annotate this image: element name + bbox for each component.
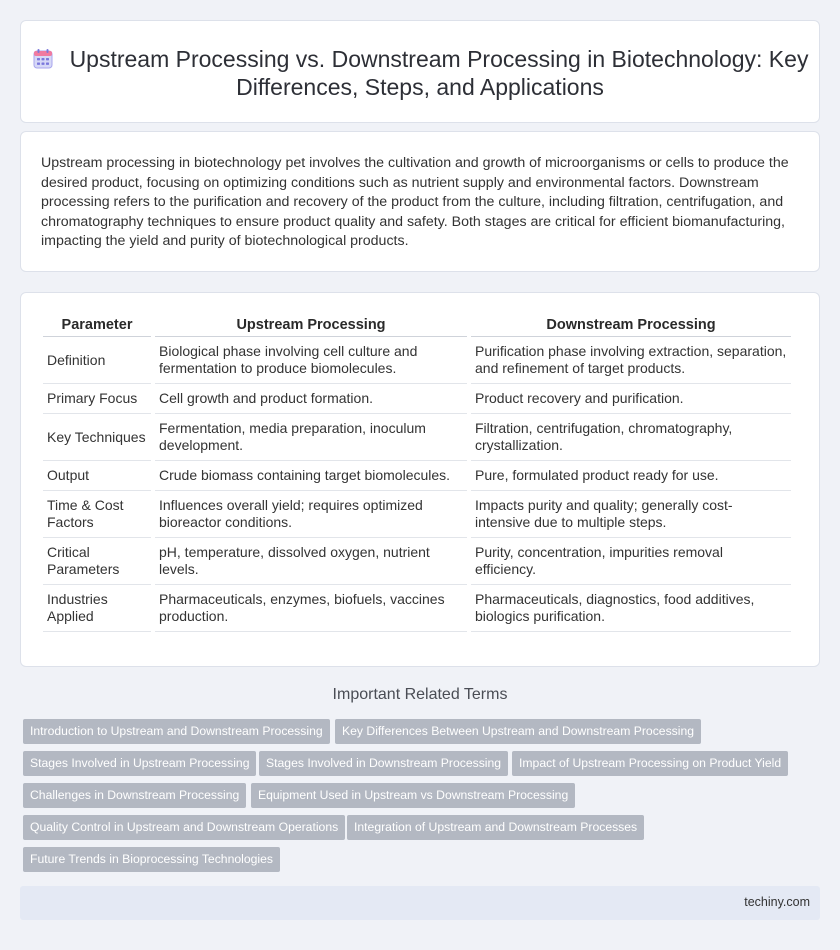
table-row [43,491,791,538]
table-row [43,414,791,461]
page-title-text: Upstream Processing vs. Downstream Processing in Biotechnology: Key Differences, Steps, and Applications [69,46,809,100]
table-row [43,538,791,585]
table-header-row [43,315,791,337]
row-downstream: Filtration, centrifugation, chromatography, crystallization. [471,414,791,461]
footer-site-link[interactable]: techiny.com [744,895,810,909]
calendar-grid-icon [32,48,54,70]
related-term-tag[interactable]: Challenges in Downstream Processing [23,783,246,808]
table-row [43,337,791,384]
table-row [43,585,791,632]
row-upstream: Pharmaceuticals, enzymes, biofuels, vaccines production. [155,585,467,632]
header-downstream: Downstream Processing [471,315,791,337]
intro-card [20,131,820,272]
footer [20,886,820,920]
title-card [20,20,820,123]
related-term-tag[interactable]: Stages Involved in Downstream Processing [259,751,508,776]
row-downstream: Purification phase involving extraction, separation, and refinement of target products. [471,337,791,384]
row-parameter: Time & Cost Factors [43,491,151,538]
row-parameter: Critical Parameters [43,538,151,585]
related-term-tag[interactable]: Future Trends in Bioprocessing Technologies [23,847,280,872]
comparison-card [20,292,820,667]
intro-paragraph: Upstream processing in biotechnology pet involves the cultivation and growth of microorganisms or cells to produce the desired product, focusing on optimizing conditions such as nutrient supply and environmental factors. Downstream processing refers to the purification and recovery of the product from the culture, including filtration, centrifugation, and chromatography techniques to ensure product quality and safety. Both stages are critical for efficient biomanufacturing, impacting the yield and purity of biotechnological products. [41,155,789,250]
related-terms-title: Important Related Terms [332,686,508,703]
comparison-table [39,315,795,632]
row-upstream: Cell growth and product formation. [155,384,467,414]
row-downstream: Purity, concentration, impurities removal efficiency. [471,538,791,585]
related-term-tag[interactable]: Introduction to Upstream and Downstream Processing [23,719,330,744]
row-upstream: Fermentation, media preparation, inoculum development. [155,414,467,461]
row-upstream: Biological phase involving cell culture and fermentation to produce biomolecules. [155,337,467,384]
row-parameter: Industries Applied [43,585,151,632]
row-upstream: Crude biomass containing target biomolecules. [155,461,467,491]
row-parameter: Primary Focus [43,384,151,414]
related-term-tag[interactable]: Stages Involved in Upstream Processing [23,751,256,776]
row-downstream: Pure, formulated product ready for use. [471,461,791,491]
table-row [43,461,791,491]
related-term-tag[interactable]: Equipment Used in Upstream vs Downstream Processing [251,783,575,808]
row-parameter: Key Techniques [43,414,151,461]
row-parameter: Definition [43,337,151,384]
related-term-tag[interactable]: Impact of Upstream Processing on Product Yield [512,751,788,776]
row-upstream: Influences overall yield; requires optimized bioreactor conditions. [155,491,467,538]
row-downstream: Pharmaceuticals, diagnostics, food additives, biologics purification. [471,585,791,632]
related-term-tag[interactable]: Key Differences Between Upstream and Downstream Processing [335,719,701,744]
table-row [43,384,791,414]
row-upstream: pH, temperature, dissolved oxygen, nutrient levels. [155,538,467,585]
header-upstream: Upstream Processing [155,315,467,337]
header-parameter: Parameter [43,315,151,337]
related-term-tag[interactable]: Quality Control in Upstream and Downstream Operations [23,815,345,840]
row-parameter: Output [43,461,151,491]
row-downstream: Product recovery and purification. [471,384,791,414]
row-downstream: Impacts purity and quality; generally cost-intensive due to multiple steps. [471,491,791,538]
related-term-tag[interactable]: Integration of Upstream and Downstream Processes [347,815,644,840]
page-title [21,45,819,101]
